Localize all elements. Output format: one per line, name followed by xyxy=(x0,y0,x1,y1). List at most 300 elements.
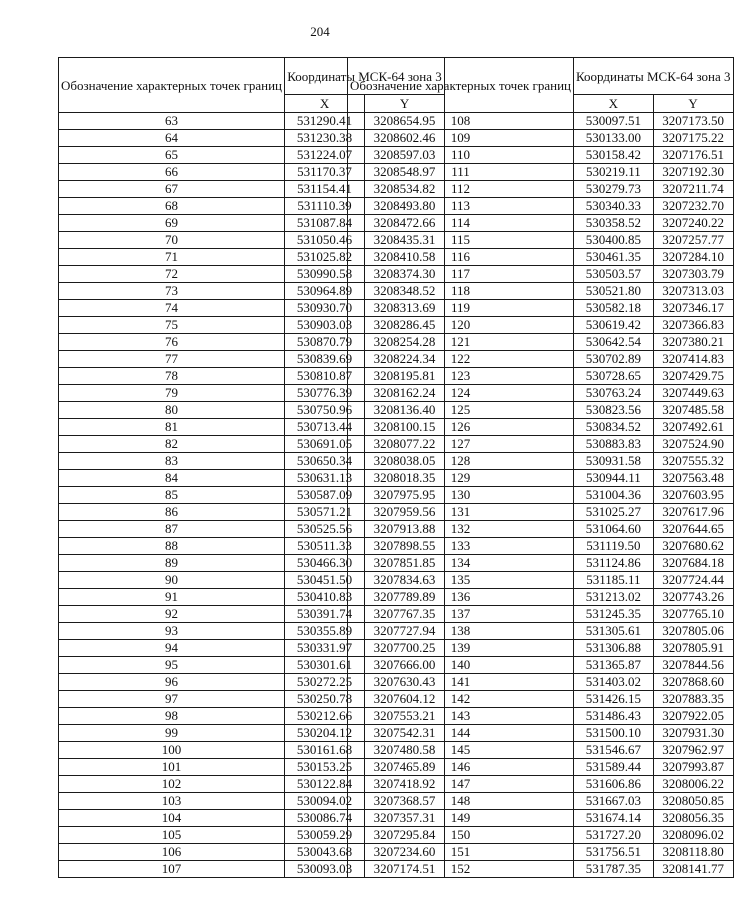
y-coordinate-cell: 3207563.48 xyxy=(653,470,733,487)
point-number-cell: 146 xyxy=(348,759,574,776)
point-number-cell: 150 xyxy=(348,827,574,844)
table-row xyxy=(348,351,734,368)
y-coordinate-cell: 3207666.00 xyxy=(365,657,445,674)
y-coordinate-cell: 3207603.95 xyxy=(653,487,733,504)
y-coordinate-cell: 3207644.65 xyxy=(653,521,733,538)
table-row xyxy=(348,555,734,572)
y-coordinate-cell: 3207492.61 xyxy=(653,419,733,436)
table-row xyxy=(348,827,734,844)
point-number-cell: 70 xyxy=(59,232,285,249)
y-coordinate-cell: 3207553.21 xyxy=(365,708,445,725)
x-coordinate-cell: 530582.18 xyxy=(574,300,654,317)
point-number-cell: 94 xyxy=(59,640,285,657)
point-number-cell: 72 xyxy=(59,266,285,283)
point-number-cell: 108 xyxy=(348,113,574,130)
y-coordinate-cell: 3207700.25 xyxy=(365,640,445,657)
y-coordinate-cell: 3208038.05 xyxy=(365,453,445,470)
table-row xyxy=(348,793,734,810)
point-number-cell: 66 xyxy=(59,164,285,181)
table-row xyxy=(348,844,734,861)
point-number-cell: 142 xyxy=(348,691,574,708)
point-number-cell: 97 xyxy=(59,691,285,708)
y-coordinate-cell: 3207232.70 xyxy=(653,198,733,215)
y-coordinate-cell: 3208096.02 xyxy=(653,827,733,844)
x-coordinate-cell: 531087.84 xyxy=(285,215,365,232)
x-coordinate-cell: 531230.38 xyxy=(285,130,365,147)
y-coordinate-cell: 3207313.03 xyxy=(653,283,733,300)
x-coordinate-cell: 530691.05 xyxy=(285,436,365,453)
point-number-cell: 103 xyxy=(59,793,285,810)
y-coordinate-cell: 3207555.32 xyxy=(653,453,733,470)
y-coordinate-cell: 3207805.91 xyxy=(653,640,733,657)
x-coordinate-cell: 530823.56 xyxy=(574,402,654,419)
y-coordinate-cell: 3208534.82 xyxy=(365,181,445,198)
y-coordinate-cell: 3208493.80 xyxy=(365,198,445,215)
table-row xyxy=(348,708,734,725)
x-coordinate-cell: 530839.69 xyxy=(285,351,365,368)
x-coordinate-cell: 531110.39 xyxy=(285,198,365,215)
point-number-cell: 101 xyxy=(59,759,285,776)
y-coordinate-cell: 3207176.51 xyxy=(653,147,733,164)
x-coordinate-cell: 530093.03 xyxy=(285,861,365,878)
x-coordinate-cell: 531064.60 xyxy=(574,521,654,538)
y-coordinate-cell: 3207684.18 xyxy=(653,555,733,572)
y-coordinate-cell: 3207959.56 xyxy=(365,504,445,521)
table-row xyxy=(348,521,734,538)
point-number-cell: 88 xyxy=(59,538,285,555)
point-number-cell: 116 xyxy=(348,249,574,266)
x-coordinate-cell: 530204.12 xyxy=(285,725,365,742)
x-coordinate-cell: 530391.74 xyxy=(285,606,365,623)
y-coordinate-cell: 3208162.24 xyxy=(365,385,445,402)
point-number-cell: 104 xyxy=(59,810,285,827)
y-coordinate-cell: 3207480.58 xyxy=(365,742,445,759)
x-coordinate-cell: 530930.70 xyxy=(285,300,365,317)
point-number-cell: 84 xyxy=(59,470,285,487)
x-coordinate-cell: 531306.88 xyxy=(574,640,654,657)
point-number-cell: 136 xyxy=(348,589,574,606)
x-coordinate-cell: 530650.34 xyxy=(285,453,365,470)
y-coordinate-cell: 3208100.15 xyxy=(365,419,445,436)
y-coordinate-cell: 3207234.60 xyxy=(365,844,445,861)
x-coordinate-cell: 530883.83 xyxy=(574,436,654,453)
x-coordinate-cell: 530810.87 xyxy=(285,368,365,385)
y-coordinate-cell: 3207366.83 xyxy=(653,317,733,334)
y-coordinate-cell: 3207542.31 xyxy=(365,725,445,742)
point-number-cell: 77 xyxy=(59,351,285,368)
point-number-cell: 137 xyxy=(348,606,574,623)
x-coordinate-cell: 530250.78 xyxy=(285,691,365,708)
x-coordinate-cell: 530355.89 xyxy=(285,623,365,640)
y-coordinate-cell: 3207604.12 xyxy=(365,691,445,708)
table-row xyxy=(348,419,734,436)
x-coordinate-cell: 531589.44 xyxy=(574,759,654,776)
page-number: 204 xyxy=(310,24,330,39)
table-row xyxy=(348,317,734,334)
x-coordinate-cell: 530451.50 xyxy=(285,572,365,589)
y-coordinate-cell: 3207465.89 xyxy=(365,759,445,776)
point-number-cell: 106 xyxy=(59,844,285,861)
point-number-cell: 122 xyxy=(348,351,574,368)
x-coordinate-cell: 530043.68 xyxy=(285,844,365,861)
y-coordinate-cell: 3207743.26 xyxy=(653,589,733,606)
x-coordinate-cell: 531365.87 xyxy=(574,657,654,674)
x-column-header: X xyxy=(574,95,654,113)
x-coordinate-cell: 531290.41 xyxy=(285,113,365,130)
table-row xyxy=(348,606,734,623)
y-coordinate-cell: 3208006.22 xyxy=(653,776,733,793)
table-header xyxy=(348,58,734,113)
table-row xyxy=(348,759,734,776)
point-number-cell: 67 xyxy=(59,181,285,198)
point-number-cell: 130 xyxy=(348,487,574,504)
y-coordinate-cell: 3208141.77 xyxy=(653,861,733,878)
x-coordinate-cell: 530931.58 xyxy=(574,453,654,470)
x-coordinate-cell: 530358.52 xyxy=(574,215,654,232)
point-number-cell: 148 xyxy=(348,793,574,810)
point-number-cell: 82 xyxy=(59,436,285,453)
y-coordinate-cell: 3207192.30 xyxy=(653,164,733,181)
x-coordinate-cell: 531004.36 xyxy=(574,487,654,504)
x-coordinate-cell: 531727.20 xyxy=(574,827,654,844)
x-coordinate-cell: 530834.52 xyxy=(574,419,654,436)
x-coordinate-cell: 531500.10 xyxy=(574,725,654,742)
y-coordinate-cell: 3207211.74 xyxy=(653,181,733,198)
y-coordinate-cell: 3207284.10 xyxy=(653,249,733,266)
x-coordinate-cell: 531403.02 xyxy=(574,674,654,691)
x-coordinate-cell: 530301.61 xyxy=(285,657,365,674)
point-number-cell: 147 xyxy=(348,776,574,793)
point-number-cell: 145 xyxy=(348,742,574,759)
point-number-cell: 69 xyxy=(59,215,285,232)
y-coordinate-cell: 3207303.79 xyxy=(653,266,733,283)
x-coordinate-cell: 530571.21 xyxy=(285,504,365,521)
table-row xyxy=(348,385,734,402)
point-number-cell: 119 xyxy=(348,300,574,317)
x-coordinate-cell: 531606.86 xyxy=(574,776,654,793)
x-coordinate-cell: 530525.56 xyxy=(285,521,365,538)
x-coordinate-cell: 530161.68 xyxy=(285,742,365,759)
x-coordinate-cell: 530219.11 xyxy=(574,164,654,181)
x-coordinate-cell: 530964.89 xyxy=(285,283,365,300)
table-row xyxy=(348,198,734,215)
x-coordinate-cell: 530158.42 xyxy=(574,147,654,164)
y-coordinate-cell: 3207346.17 xyxy=(653,300,733,317)
point-number-cell: 74 xyxy=(59,300,285,317)
x-coordinate-cell: 531170.37 xyxy=(285,164,365,181)
point-number-cell: 86 xyxy=(59,504,285,521)
x-coordinate-cell: 530212.66 xyxy=(285,708,365,725)
x-coordinate-cell: 530086.74 xyxy=(285,810,365,827)
point-number-cell: 126 xyxy=(348,419,574,436)
point-number-cell: 71 xyxy=(59,249,285,266)
y-coordinate-cell: 3207357.31 xyxy=(365,810,445,827)
x-coordinate-cell: 530340.33 xyxy=(574,198,654,215)
y-coordinate-cell: 3207913.88 xyxy=(365,521,445,538)
point-number-cell: 124 xyxy=(348,385,574,402)
point-number-cell: 111 xyxy=(348,164,574,181)
x-coordinate-cell: 530097.51 xyxy=(574,113,654,130)
point-number-cell: 115 xyxy=(348,232,574,249)
table-row xyxy=(348,164,734,181)
y-coordinate-cell: 3208654.95 xyxy=(365,113,445,130)
x-coordinate-cell: 530521.80 xyxy=(574,283,654,300)
x-coordinate-cell: 530587.09 xyxy=(285,487,365,504)
x-coordinate-cell: 531305.61 xyxy=(574,623,654,640)
x-coordinate-cell: 530272.25 xyxy=(285,674,365,691)
point-number-cell: 123 xyxy=(348,368,574,385)
y-coordinate-cell: 3207175.22 xyxy=(653,130,733,147)
y-coordinate-cell: 3207240.22 xyxy=(653,215,733,232)
y-coordinate-cell: 3207851.85 xyxy=(365,555,445,572)
table-row xyxy=(348,113,734,130)
point-number-cell: 80 xyxy=(59,402,285,419)
y-coordinate-cell: 3207898.55 xyxy=(365,538,445,555)
x-coordinate-cell: 530503.57 xyxy=(574,266,654,283)
y-coordinate-cell: 3207418.92 xyxy=(365,776,445,793)
point-number-cell: 143 xyxy=(348,708,574,725)
x-coordinate-cell: 530410.83 xyxy=(285,589,365,606)
point-number-cell: 144 xyxy=(348,725,574,742)
x-coordinate-cell: 531546.67 xyxy=(574,742,654,759)
table-row xyxy=(348,181,734,198)
table-row xyxy=(348,266,734,283)
x-coordinate-cell: 531119.50 xyxy=(574,538,654,555)
y-coordinate-cell: 3208597.03 xyxy=(365,147,445,164)
point-number-cell: 125 xyxy=(348,402,574,419)
y-coordinate-cell: 3208602.46 xyxy=(365,130,445,147)
x-coordinate-cell: 531486.43 xyxy=(574,708,654,725)
table-row xyxy=(348,640,734,657)
table-row xyxy=(348,776,734,793)
point-number-cell: 112 xyxy=(348,181,574,198)
y-coordinate-cell: 3207975.95 xyxy=(365,487,445,504)
point-number-cell: 117 xyxy=(348,266,574,283)
y-coordinate-cell: 3208224.34 xyxy=(365,351,445,368)
point-number-cell: 105 xyxy=(59,827,285,844)
x-coordinate-cell: 530094.02 xyxy=(285,793,365,810)
point-number-cell: 133 xyxy=(348,538,574,555)
point-number-cell: 102 xyxy=(59,776,285,793)
x-coordinate-cell: 531756.51 xyxy=(574,844,654,861)
table-row xyxy=(348,538,734,555)
y-coordinate-cell: 3207765.10 xyxy=(653,606,733,623)
table-row xyxy=(348,504,734,521)
point-number-cell: 138 xyxy=(348,623,574,640)
x-coordinate-cell: 530763.24 xyxy=(574,385,654,402)
y-coordinate-cell: 3207380.21 xyxy=(653,334,733,351)
x-coordinate-cell: 531426.15 xyxy=(574,691,654,708)
x-coordinate-cell: 530466.30 xyxy=(285,555,365,572)
y-coordinate-cell: 3207173.50 xyxy=(653,113,733,130)
table-row xyxy=(348,657,734,674)
x-coordinate-cell: 530750.96 xyxy=(285,402,365,419)
point-number-cell: 76 xyxy=(59,334,285,351)
point-number-cell: 131 xyxy=(348,504,574,521)
table-row xyxy=(348,623,734,640)
x-coordinate-cell: 531787.35 xyxy=(574,861,654,878)
y-coordinate-cell: 3207767.35 xyxy=(365,606,445,623)
table-row xyxy=(348,691,734,708)
x-coordinate-cell: 531667.03 xyxy=(574,793,654,810)
y-coordinate-cell: 3207922.05 xyxy=(653,708,733,725)
point-number-cell: 92 xyxy=(59,606,285,623)
point-number-cell: 113 xyxy=(348,198,574,215)
x-coordinate-cell: 530400.85 xyxy=(574,232,654,249)
x-coordinate-cell: 531154.41 xyxy=(285,181,365,198)
y-coordinate-cell: 3208472.66 xyxy=(365,215,445,232)
table-body xyxy=(348,113,734,878)
point-number-cell: 140 xyxy=(348,657,574,674)
table-row xyxy=(348,725,734,742)
y-coordinate-cell: 3207883.35 xyxy=(653,691,733,708)
point-number-cell: 98 xyxy=(59,708,285,725)
point-number-cell: 129 xyxy=(348,470,574,487)
y-coordinate-cell: 3208374.30 xyxy=(365,266,445,283)
y-coordinate-cell: 3208077.22 xyxy=(365,436,445,453)
point-column-header: Обозначение характерных точек границ xyxy=(348,58,574,113)
x-coordinate-cell: 531124.86 xyxy=(574,555,654,572)
y-coordinate-cell: 3207868.60 xyxy=(653,674,733,691)
point-number-cell: 107 xyxy=(59,861,285,878)
x-coordinate-cell: 531224.07 xyxy=(285,147,365,164)
point-number-cell: 78 xyxy=(59,368,285,385)
y-coordinate-cell: 3208195.81 xyxy=(365,368,445,385)
x-coordinate-cell: 530776.39 xyxy=(285,385,365,402)
point-number-cell: 87 xyxy=(59,521,285,538)
table-row xyxy=(348,810,734,827)
x-coordinate-cell: 530870.79 xyxy=(285,334,365,351)
x-coordinate-cell: 530122.84 xyxy=(285,776,365,793)
point-number-cell: 100 xyxy=(59,742,285,759)
y-coordinate-cell: 3208435.31 xyxy=(365,232,445,249)
point-number-cell: 79 xyxy=(59,385,285,402)
x-coordinate-cell: 530944.11 xyxy=(574,470,654,487)
x-coordinate-cell: 531025.27 xyxy=(574,504,654,521)
table-row xyxy=(348,572,734,589)
point-number-cell: 89 xyxy=(59,555,285,572)
y-coordinate-cell: 3207834.63 xyxy=(365,572,445,589)
table-row xyxy=(348,300,734,317)
table-row xyxy=(348,436,734,453)
x-coordinate-cell: 530059.29 xyxy=(285,827,365,844)
x-coordinate-cell: 531025.82 xyxy=(285,249,365,266)
y-coordinate-cell: 3207680.62 xyxy=(653,538,733,555)
y-coordinate-cell: 3208118.80 xyxy=(653,844,733,861)
point-number-cell: 75 xyxy=(59,317,285,334)
point-number-cell: 134 xyxy=(348,555,574,572)
point-number-cell: 109 xyxy=(348,130,574,147)
point-number-cell: 132 xyxy=(348,521,574,538)
y-coordinate-cell: 3207993.87 xyxy=(653,759,733,776)
point-number-cell: 139 xyxy=(348,640,574,657)
y-coordinate-cell: 3207844.56 xyxy=(653,657,733,674)
x-coordinate-cell: 530642.54 xyxy=(574,334,654,351)
point-number-cell: 96 xyxy=(59,674,285,691)
y-coordinate-cell: 3207449.63 xyxy=(653,385,733,402)
x-coordinate-cell: 530461.35 xyxy=(574,249,654,266)
table-row xyxy=(348,674,734,691)
y-coordinate-cell: 3208548.97 xyxy=(365,164,445,181)
table-row xyxy=(348,334,734,351)
y-coordinate-cell: 3207727.94 xyxy=(365,623,445,640)
x-coordinate-cell: 531674.14 xyxy=(574,810,654,827)
coordinates-column-header: Координаты МСК-64 зона 3 xyxy=(574,58,734,95)
coordinates-column-header: Координаты МСК-64 зона 3 xyxy=(285,58,445,95)
table-row xyxy=(348,470,734,487)
point-number-cell: 128 xyxy=(348,453,574,470)
point-number-cell: 141 xyxy=(348,674,574,691)
table-row xyxy=(348,130,734,147)
point-number-cell: 110 xyxy=(348,147,574,164)
y-coordinate-cell: 3207414.83 xyxy=(653,351,733,368)
point-number-cell: 95 xyxy=(59,657,285,674)
table-row xyxy=(348,402,734,419)
x-coordinate-cell: 530619.42 xyxy=(574,317,654,334)
table-row xyxy=(348,147,734,164)
y-coordinate-cell: 3207630.43 xyxy=(365,674,445,691)
y-coordinate-cell: 3207962.97 xyxy=(653,742,733,759)
point-number-cell: 68 xyxy=(59,198,285,215)
point-number-cell: 73 xyxy=(59,283,285,300)
y-coordinate-cell: 3208136.40 xyxy=(365,402,445,419)
y-coordinate-cell: 3207257.77 xyxy=(653,232,733,249)
y-coordinate-cell: 3207295.84 xyxy=(365,827,445,844)
y-coordinate-cell: 3207617.96 xyxy=(653,504,733,521)
y-coordinate-cell: 3207429.75 xyxy=(653,368,733,385)
y-coordinate-cell: 3207485.58 xyxy=(653,402,733,419)
table-row xyxy=(348,283,734,300)
y-coordinate-cell: 3208018.35 xyxy=(365,470,445,487)
table-row xyxy=(348,742,734,759)
y-coordinate-cell: 3207789.89 xyxy=(365,589,445,606)
table-row xyxy=(348,215,734,232)
x-coordinate-cell: 530511.33 xyxy=(285,538,365,555)
y-coordinate-cell: 3207724.44 xyxy=(653,572,733,589)
point-number-cell: 93 xyxy=(59,623,285,640)
point-number-cell: 65 xyxy=(59,147,285,164)
table-row xyxy=(348,453,734,470)
point-number-cell: 64 xyxy=(59,130,285,147)
table-row xyxy=(348,861,734,878)
x-coordinate-cell: 530153.25 xyxy=(285,759,365,776)
y-coordinate-cell: 3208348.52 xyxy=(365,283,445,300)
table-row xyxy=(348,249,734,266)
y-coordinate-cell: 3208286.45 xyxy=(365,317,445,334)
point-number-cell: 127 xyxy=(348,436,574,453)
table-row xyxy=(348,487,734,504)
x-coordinate-cell: 530713.44 xyxy=(285,419,365,436)
y-coordinate-cell: 3208050.85 xyxy=(653,793,733,810)
x-coordinate-cell: 530133.00 xyxy=(574,130,654,147)
x-coordinate-cell: 530903.03 xyxy=(285,317,365,334)
point-number-cell: 90 xyxy=(59,572,285,589)
point-number-cell: 149 xyxy=(348,810,574,827)
point-number-cell: 85 xyxy=(59,487,285,504)
x-column-header: X xyxy=(285,95,365,113)
point-number-cell: 120 xyxy=(348,317,574,334)
point-number-cell: 83 xyxy=(59,453,285,470)
y-coordinate-cell: 3208056.35 xyxy=(653,810,733,827)
x-coordinate-cell: 530990.58 xyxy=(285,266,365,283)
point-number-cell: 151 xyxy=(348,844,574,861)
point-number-cell: 121 xyxy=(348,334,574,351)
y-coordinate-cell: 3208313.69 xyxy=(365,300,445,317)
point-number-cell: 152 xyxy=(348,861,574,878)
x-coordinate-cell: 531245.35 xyxy=(574,606,654,623)
y-coordinate-cell: 3207174.51 xyxy=(365,861,445,878)
table-row xyxy=(348,368,734,385)
